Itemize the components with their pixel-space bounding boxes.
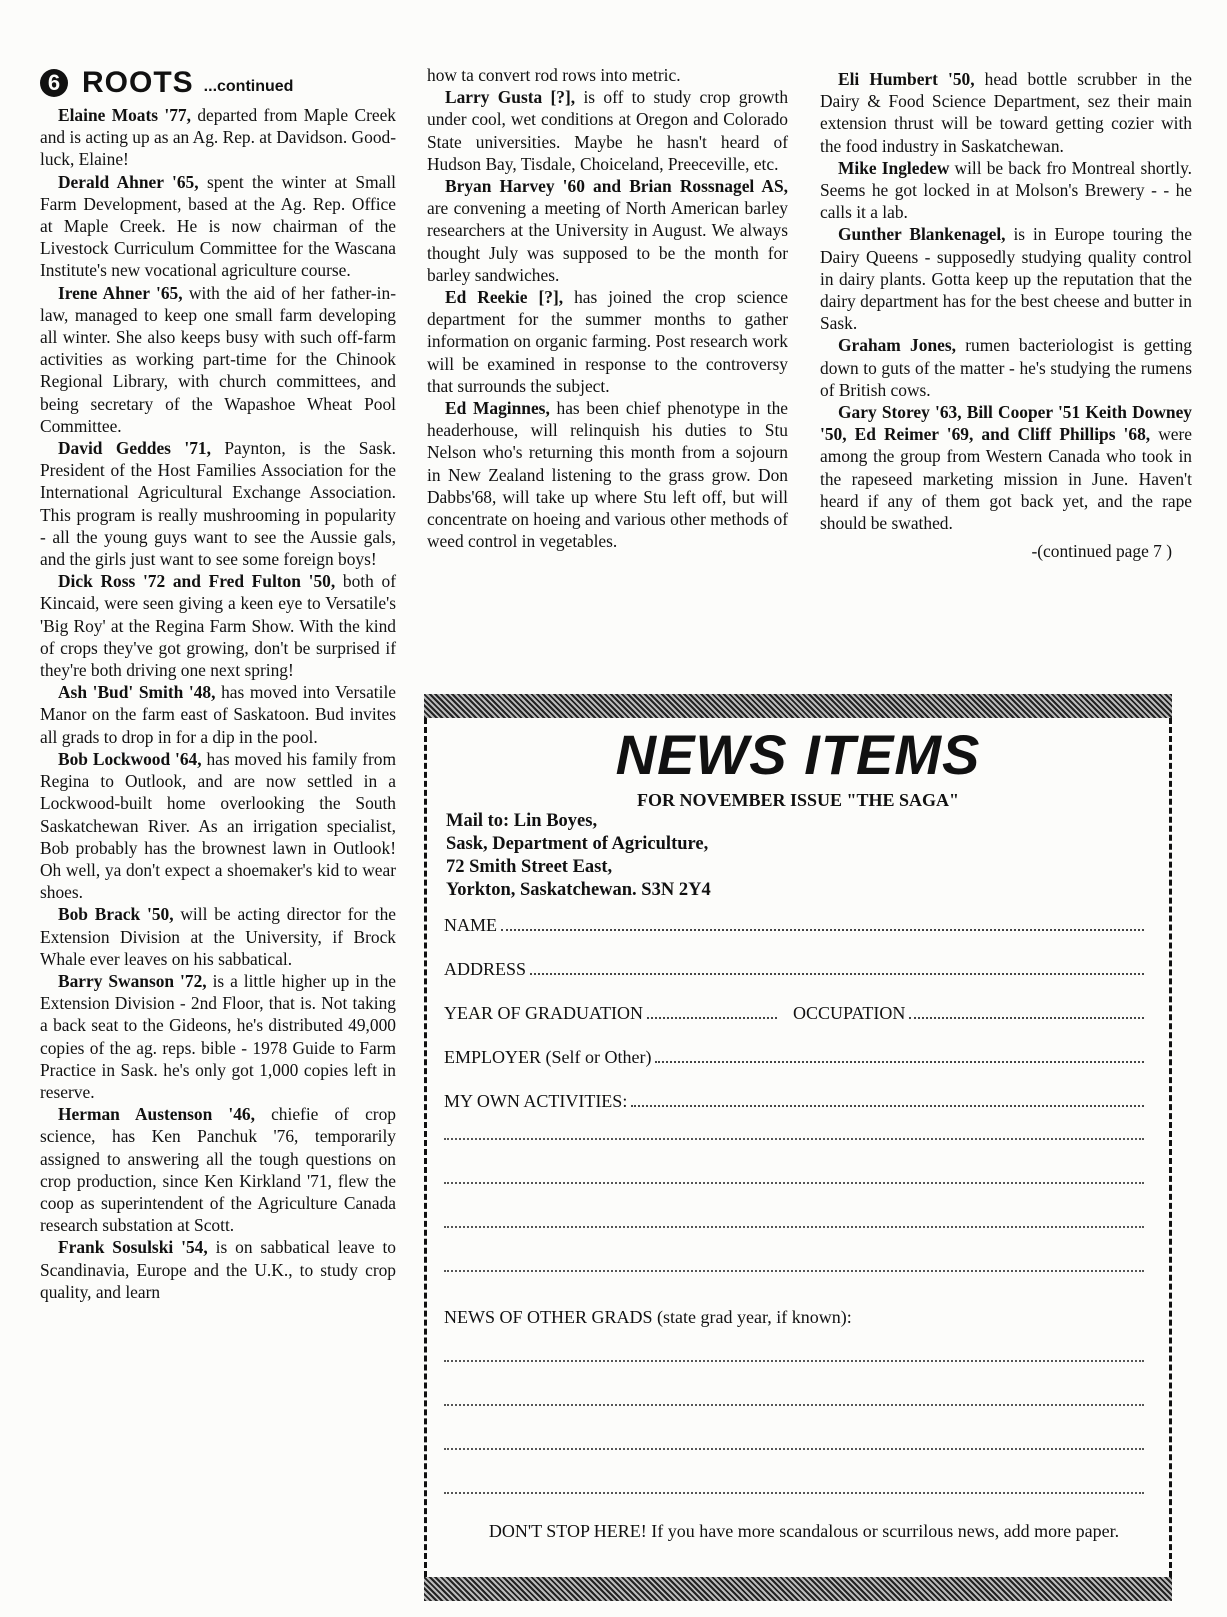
news-paragraph [427,175,788,286]
person-name: Bryan Harvey '60 and Brian Rossnagel AS, [445,176,788,197]
paragraph-text: is off to study crop growth under cool, wet conditions at Oregon and Colorado State universities. Maybe he hasn't heard of Hudson Bay, Tisdale, Choiceland, Preeceville, etc. [427,87,789,174]
other-grads-label: NEWS OF OTHER GRADS (state grad year, if known): [444,1307,852,1327]
news-paragraph [820,157,1192,224]
mailing-address [446,810,711,902]
news-paragraph [40,681,396,748]
address-label: ADDRESS [444,959,527,979]
paragraph-text: spent the winter at Small Farm Development, based at the Ag. Rep. Office at Maple Creek. He is now chairman of the Livestock Curriculum Committee for the Wascana Institute's new vocational agriculture course. [40,171,396,281]
mail-line: Mail to: Lin Boyes, [446,811,598,831]
news-paragraph [427,64,788,86]
paragraph-text: has joined the crop science department for the summer months to gather information on organic farming. Post research work will be examined in response to the controversy that surrounds the subject. [427,287,788,396]
person-name: Bob Brack '50, [58,904,174,925]
news-paragraph [820,334,1192,401]
section-title: ROOTS [82,65,194,99]
person-name: Barry Swanson '72, [58,970,207,991]
news-paragraph [40,171,396,282]
other-grads-field [444,1304,1144,1328]
person-name: Ed Maginnes, [445,398,550,419]
news-paragraph [40,104,396,171]
activities-field[interactable] [444,1088,1144,1112]
address-field[interactable] [444,956,1144,980]
paragraph-text: Paynton, is the Sask. President of the Host Families Association for the International Agricultural Exchange Association. This program is really mushrooming in popularity - all the young guys want to see the Aussie gals, and the girls just want to see some foreign boys! [40,438,396,570]
paragraph-text: departed from Maple Creek and is acting up as an Ag. Rep. at Davidson. Good-luck, Elaine! [40,105,396,170]
news-paragraph [40,1103,396,1236]
other-grads-line[interactable] [444,1404,1144,1406]
person-name: Graham Jones, [838,335,956,356]
dashed-border-right [1169,718,1172,1577]
news-paragraph [40,903,396,970]
activities-line[interactable] [444,1270,1144,1272]
news-paragraph [820,68,1192,157]
activities-line[interactable] [444,1138,1144,1140]
person-name: David Geddes '71, [58,438,211,459]
activities-label: MY OWN ACTIVITIES: [444,1091,628,1111]
news-paragraph [427,397,788,552]
paragraph-text: are convening a meeting of North American barley researchers at the University in August. We always thought July was supposed to be the month for barley sandwiches. [427,198,788,285]
paragraph-text: with the aid of her father-in-law, managed to keep one small farm developing all winter. She also keeps busy with such off-farm activities as working part-time for the Chinook Regional Library, with church committees, and being secretary of the Wapashoe Wheat Pool Committee. [40,282,396,436]
person-name: Gunther Blankenagel, [838,224,1006,245]
news-paragraph [40,1236,396,1303]
paragraph-text: will be acting director for the Extension Division at the University, if Brock Whale ever leaves on his sabbatical. [40,904,396,969]
person-name: Ash 'Bud' Smith '48, [58,682,216,703]
news-paragraph [40,437,396,570]
col3-paragraphs [820,68,1192,534]
paragraph-text: how ta convert rod rows into metric. [427,65,681,85]
column-1 [40,64,396,1303]
employer-label: EMPLOYER (Self or Other) [444,1047,652,1067]
other-grads-line[interactable] [444,1492,1144,1494]
paragraph-text: has moved his family from Regina to Outlook, and are now settled in a Lockwood-built home overlooking the South Saskatchewan River. As an irrigation specialist, Bob probably has the brownest lawn in Outlook! Oh well, ya don't expect a shoemaker's kid to wear shoes. [40,748,397,903]
name-field[interactable] [444,912,1144,936]
paragraph-text: has moved into Versatile Manor on the farm east of Saskatoon. Bud invites all grads to drop in for a dip in the pool. [40,682,396,747]
paragraph-text: is a little higher up in the Extension Division - 2nd Floor, that is. Not taking a back seat to the Gideons, he's distributed 49,000 copies of the ag. reps. bible - 1978 Guide to Farm Practice in Sask. he's only got 1,000 copies left in reserve. [40,970,396,1102]
mail-line: Yorkton, Saskatchewan. S3N 2Y4 [446,880,711,900]
dashed-border-left [424,718,427,1577]
col1-paragraphs [40,104,396,1303]
section-header [40,64,396,102]
paragraph-text: chiefie of crop science, has Ken Panchuk '76, temporarily assigned to answering all the tough questions on crop production, since Ken Kirkland '71, flew the coop as superintendent of the Agriculture Canada research substation at Scott. [40,1104,396,1236]
person-name: Herman Austenson '46, [58,1104,255,1125]
paragraph-text: will be back fro Montreal shortly. Seems he got locked in at Molson's Brewery - - he calls it a lab. [820,157,1192,223]
person-name: Irene Ahner '65, [58,282,183,303]
person-name: Mike Ingledew [838,157,950,178]
paragraph-text: is on sabbatical leave to Scandinavia, Europe and the U.K., to study crop quality, and learn [40,1237,397,1302]
news-paragraph [40,748,396,903]
person-name: Bob Lockwood '64, [58,748,202,769]
person-name: Frank Sosulski '54, [58,1237,208,1258]
news-paragraph [820,223,1192,334]
news-paragraph [427,286,788,397]
news-paragraph [820,401,1192,534]
person-name: Derald Ahner '65, [58,171,199,192]
name-label: NAME [444,915,497,935]
paragraph-text: is in Europe touring the Dairy Queens - supposedly studying quality control in dairy plants. Gotta keep up the reputation that the dairy department has for the best cheese and butter in Sask. [820,224,1192,334]
paragraph-text: rumen bacteriologist is getting down to guts of the matter - he's studying the rumens of British cows. [820,335,1193,400]
paragraph-text: has been chief phenotype in the headerhouse, will relinquish his duties to Stu Nelson who's returning this month from a sojourn in New Zealand listening to the grass grow. Don Dabbs'68, will take up where Stu left off, but will concentrate on hoeing and various other methods of weed control in vegetables. [427,398,788,552]
form-footer-note: DON'T STOP HERE! If you have more scandalous or scurrilous news, add more paper. [488,1521,1120,1541]
news-paragraph [40,970,396,1103]
form-subtitle: FOR NOVEMBER ISSUE "THE SAGA" [636,790,960,810]
column-2 [427,64,788,552]
person-name: Ed Reekie [?], [445,287,564,308]
occupation-label: OCCUPATION [793,1003,906,1023]
person-name: Gary Storey '63, Bill Cooper '51 Keith Downey '50, Ed Reimer '69, and Cliff Phillips '68, [820,402,1192,445]
person-name: Eli Humbert '50, [838,69,975,89]
person-name: Larry Gusta [?], [445,87,576,108]
activities-line[interactable] [444,1226,1144,1228]
news-paragraph [40,282,396,437]
other-grads-line[interactable] [444,1360,1144,1362]
graduation-occupation-field[interactable] [444,1000,1144,1024]
column-3 [820,68,1192,562]
hatched-border-bottom [424,1577,1172,1601]
mail-line: 72 Smith Street East, [446,857,613,877]
continued-note: -(continued page 7 ) [1031,541,1172,562]
person-name: Elaine Moats '77, [58,105,191,125]
continued-label: ...continued [203,77,294,95]
paragraph-text: both of Kincaid, were seen giving a keen eye to Versatile's 'Big Roy' at the Regina Farm Show. With the kind of crops they've got growing, don't be surprised if they're both driving one next spring! [40,571,396,681]
person-name: Dick Ross '72 and Fred Fulton '50, [58,571,336,592]
page-number-badge: 6 [40,69,68,97]
form-title: NEWS ITEMS [615,723,981,786]
col2-paragraphs [427,64,788,552]
year-label: YEAR OF GRADUATION [444,1003,644,1023]
news-paragraph [427,86,788,175]
paragraph-text: were among the group from Western Canada who took in the rapeseed marketing mission in June. Haven't heard if any of them got back yet, and the rape should be swathed. [820,424,1192,534]
news-paragraph [40,570,396,681]
paragraph-text: head bottle scrubber in the Dairy & Food Science Department, sez their main extension thrust will be toward getting cozier with the food industry in Saskatchewan. [820,69,1192,156]
activities-line[interactable] [444,1182,1144,1184]
news-items-form [424,694,1172,1601]
mail-line: Sask, Department of Agriculture, [446,834,709,854]
hatched-border-top [424,694,1172,718]
employer-field[interactable] [444,1044,1144,1068]
other-grads-line[interactable] [444,1448,1144,1450]
